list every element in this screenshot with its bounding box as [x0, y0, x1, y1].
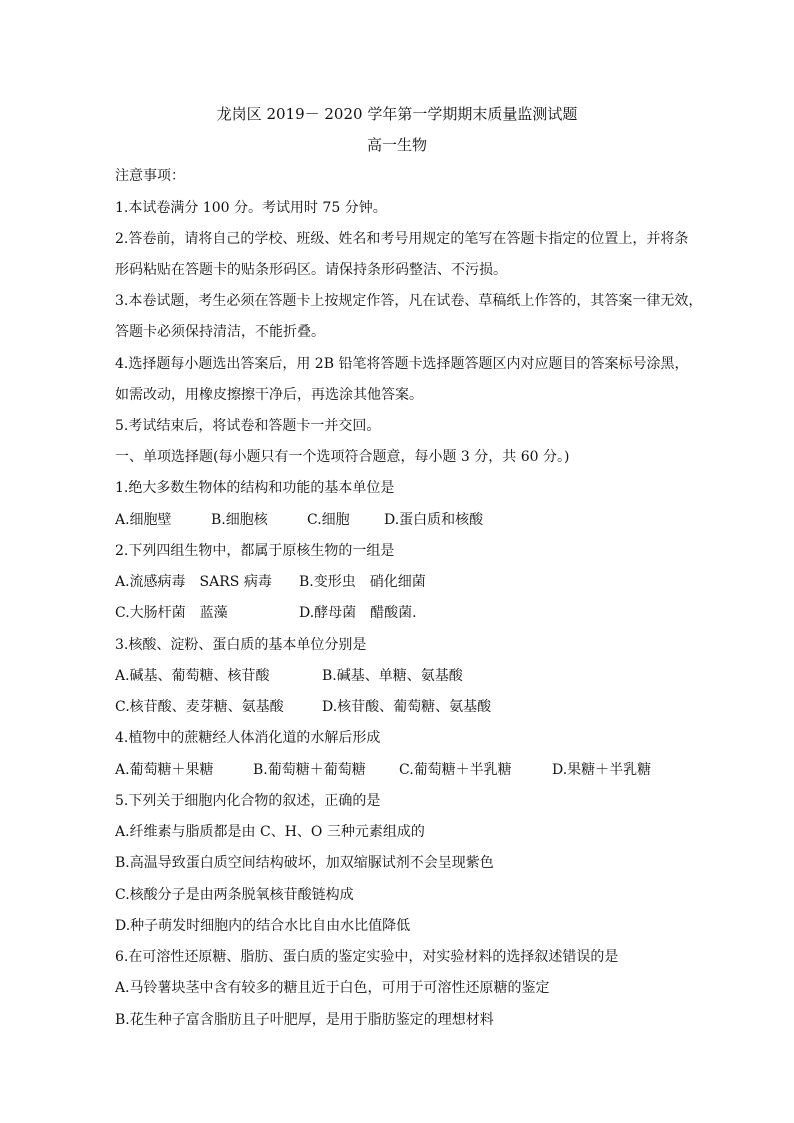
- question-stem: 1.绝大多数生物体的结构和功能的基本单位是: [115, 480, 395, 496]
- note-line: 5.考试结束后，将试卷和答题卡一并交回。: [115, 418, 381, 434]
- option-b: B.变形虫 硝化细菌: [299, 574, 426, 590]
- option-c: C.核酸分子是由两条脱氧核苷酸链构成: [115, 887, 354, 903]
- question-stem: 2.下列四组生物中，都属于原核生物的一组是: [115, 543, 395, 559]
- option-a: A.细胞壁: [115, 512, 172, 528]
- question-stem: 4.植物中的蔗糖经人体消化道的水解后形成: [115, 730, 381, 746]
- option-a: A.纤维素与脂质都是由 C、H、O 三种元素组成的: [115, 824, 425, 840]
- note-line: 如需改动，用橡皮擦擦干净后，再选涂其他答案。: [115, 387, 423, 403]
- note-line: 2.答卷前，请将自己的学校、班级、姓名和考号用规定的笔写在答题卡指定的位置上，并将条: [115, 231, 689, 247]
- note-line: 形码粘贴在答题卡的贴条形码区。请保持条形码整洁、不污损。: [115, 262, 507, 278]
- option-a: A.流感病毒 SARS 病毒: [115, 574, 272, 590]
- question-stem: 3.核酸、淀粉、蛋白质的基本单位分别是: [115, 637, 367, 653]
- note-line: 4.选择题每小题选出答案后，用 2B 铅笔将答题卡选择题答题区内对应题目的答案标号涂黑，: [115, 356, 689, 372]
- option-c: C.核苷酸、麦芽糖、氨基酸: [115, 699, 284, 715]
- section-heading: 一、单项选择题(每小题只有一个选项符合题意，每小题 3 分，共 60 分。): [115, 449, 570, 465]
- option-a: A.碱基、葡萄糖、核苷酸: [115, 668, 270, 684]
- option-b: B.碱基、单糖、氨基酸: [322, 668, 463, 684]
- option-b: B.花生种子富含脂肪且子叶肥厚，是用于脂肪鉴定的理想材料: [115, 1012, 494, 1028]
- option-b: B.高温导致蛋白质空间结构破坏，加双缩脲试剂不会呈现紫色: [115, 855, 494, 871]
- note-line: 3.本卷试题，考生必须在答题卡上按规定作答，凡在试卷、草稿纸上作答的，其答案一律无效，: [115, 293, 703, 309]
- option-a: A.葡萄糖＋果糖: [115, 762, 214, 778]
- option-d: D.果糖＋半乳糖: [552, 762, 652, 778]
- question-stem: 6.在可溶性还原糖、脂肪、蛋白质的鉴定实验中，对实验材料的选择叙述错误的是: [115, 949, 619, 965]
- notes-heading: 注意事项：: [115, 168, 185, 184]
- exam-title: 龙岗区 2019－ 2020 学年第一学期期末质量监测试题: [216, 105, 578, 123]
- note-line: 1.本试卷满分 100 分。考试用时 75 分钟。: [115, 200, 387, 216]
- option-d: D.蛋白质和核酸: [384, 512, 484, 528]
- note-line: 答题卡必须保持清洁，不能折叠。: [115, 324, 325, 340]
- option-c: C.大肠杆菌 蓝藻: [115, 605, 228, 621]
- option-a: A.马铃薯块茎中含有较多的糖且近于白色，可用于可溶性还原糖的鉴定: [115, 980, 550, 996]
- option-d: D.核苷酸、葡萄糖、氨基酸: [322, 699, 492, 715]
- option-c: C.细胞: [307, 512, 350, 528]
- option-b: B.葡萄糖＋葡萄糖: [253, 762, 366, 778]
- option-c: C.葡萄糖＋半乳糖: [399, 762, 512, 778]
- option-b: B.细胞核: [211, 512, 268, 528]
- option-d: D.种子萌发时细胞内的结合水比自由水比值降低: [115, 918, 411, 934]
- question-stem: 5.下列关于细胞内化合物的叙述，正确的是: [115, 793, 381, 809]
- option-d: D.酵母菌 醋酸菌.: [299, 605, 417, 621]
- exam-subject: 高一生物: [366, 136, 427, 154]
